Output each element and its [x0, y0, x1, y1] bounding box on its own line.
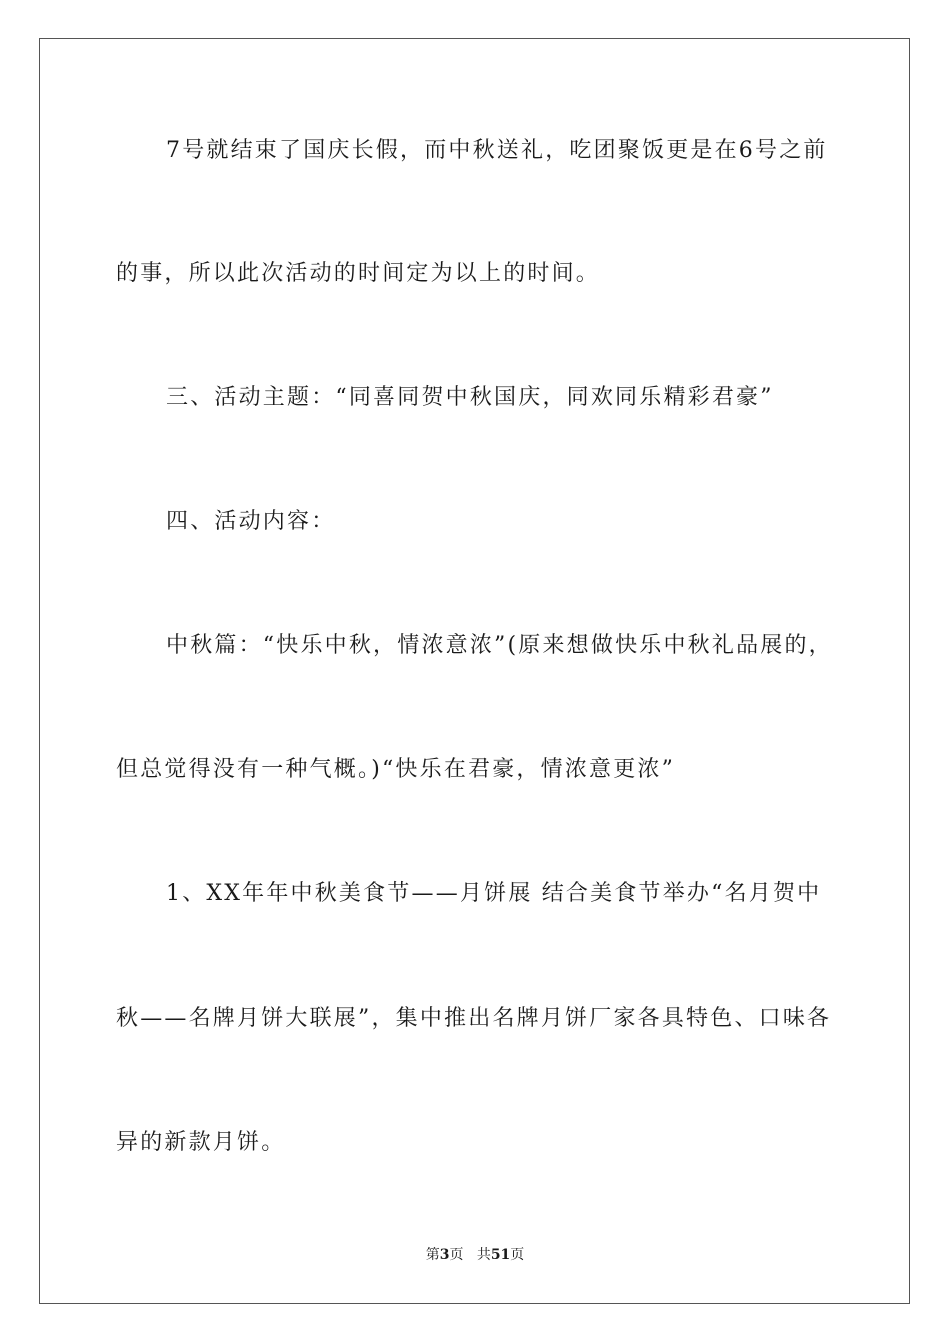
footer-page-suffix: 页 [449, 1247, 464, 1263]
body-line-6: 但总觉得没有一种气概。)“快乐在君豪，情浓意更浓” [116, 757, 676, 782]
page-footer [0, 1246, 950, 1264]
body-line-5: 中秋篇：“快乐中秋，情浓意浓”(原来想做快乐中秋礼品展的， [166, 633, 833, 658]
footer-total-prefix: 共 [476, 1247, 491, 1263]
section-three-heading: 三、活动主题：“同喜同贺中秋国庆，同欢同乐精彩君豪” [166, 385, 774, 410]
list-item-1-line-2: 秋——名牌月饼大联展”，集中推出名牌月饼厂家各具特色、口味各 [116, 1006, 832, 1031]
page-border [39, 38, 910, 1304]
footer-total-suffix: 页 [510, 1247, 525, 1263]
list-item-1-line-3: 异的新款月饼。 [116, 1130, 286, 1155]
footer-page-prefix: 第 [425, 1247, 440, 1263]
footer-total-pages: 51 [490, 1247, 511, 1263]
footer-page-number: 3 [439, 1247, 450, 1263]
list-item-1-line-1: 1、XX年年中秋美食节——月饼展 结合美食节举办“名月贺中 [166, 881, 822, 906]
section-four-heading: 四、活动内容： [166, 509, 336, 534]
body-line-2: 的事，所以此次活动的时间定为以上的时间。 [116, 261, 601, 286]
body-line-1: 7号就结束了国庆长假，而中秋送礼，吃团聚饭更是在6号之前 [166, 138, 828, 163]
